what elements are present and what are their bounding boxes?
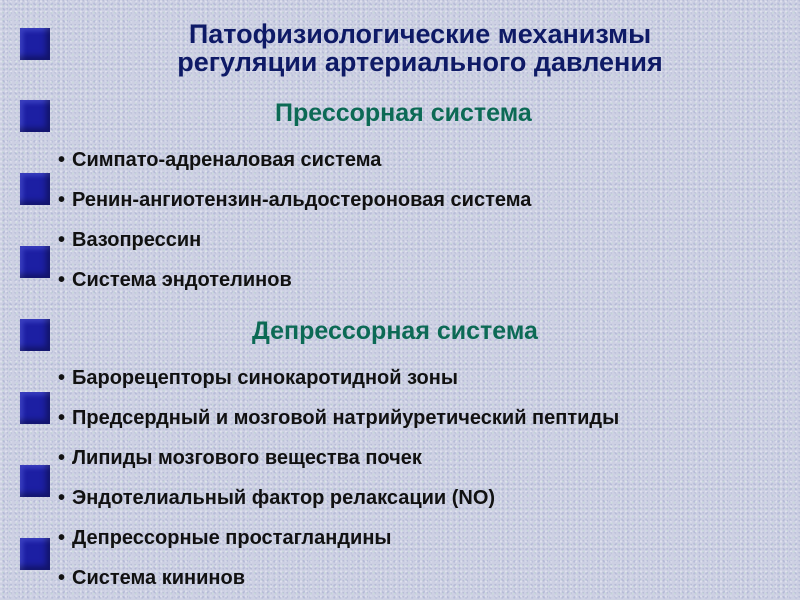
bullet-icon: • (58, 407, 66, 429)
list-item-text: Депрессорные простагландины (72, 527, 392, 549)
pressor-system-list (58, 148, 531, 308)
blue-square-decoration (20, 392, 50, 424)
list-item (58, 566, 619, 600)
blue-square-decoration (20, 173, 50, 205)
list-item (58, 526, 619, 566)
pressor-system-heading: Прессорная система (275, 99, 532, 127)
bullet-icon: • (58, 567, 66, 589)
list-item-text: Симпато-адреналовая система (72, 149, 382, 171)
list-item-text: Липиды мозгового вещества почек (72, 447, 422, 469)
list-item-text: Система эндотелинов (72, 269, 292, 291)
bullet-icon: • (58, 229, 66, 251)
depressor-system-list (58, 366, 619, 600)
slide-title-line-2: регуляции артериального давления (177, 47, 663, 77)
list-item-text: Предсердный и мозговой натрийуретический пептиды (72, 407, 620, 429)
bullet-icon: • (58, 189, 66, 211)
list-item-text: Барорецепторы синокаротидной зоны (72, 367, 458, 389)
bullet-icon: • (58, 367, 66, 389)
list-item (58, 486, 619, 526)
blue-square-decoration (20, 319, 50, 351)
blue-square-decoration (20, 100, 50, 132)
list-item-text: Ренин-ангиотензин-альдостероновая система (72, 189, 532, 211)
list-item (58, 446, 619, 486)
slide-title-line-1: Патофизиологические механизмы (188, 19, 652, 49)
bullet-icon: • (58, 527, 66, 549)
list-item (58, 268, 531, 308)
depressor-system-heading: Депрессорная система (252, 317, 538, 345)
bullet-icon: • (58, 269, 66, 291)
bullet-icon: • (58, 487, 66, 509)
list-item-text: Вазопрессин (72, 229, 202, 251)
blue-square-decoration (20, 246, 50, 278)
list-item (58, 366, 619, 406)
list-item (58, 148, 531, 188)
slide-title (100, 20, 740, 76)
blue-square-decoration (20, 28, 50, 60)
bullet-icon: • (58, 149, 66, 171)
list-item (58, 406, 619, 446)
list-item-text: Система кининов (72, 567, 245, 589)
list-item (58, 228, 531, 268)
list-item (58, 188, 531, 228)
blue-square-decoration (20, 538, 50, 570)
bullet-icon: • (58, 447, 66, 469)
blue-square-decoration (20, 465, 50, 497)
list-item-text: Эндотелиальный фактор релаксации (NO) (72, 487, 496, 509)
